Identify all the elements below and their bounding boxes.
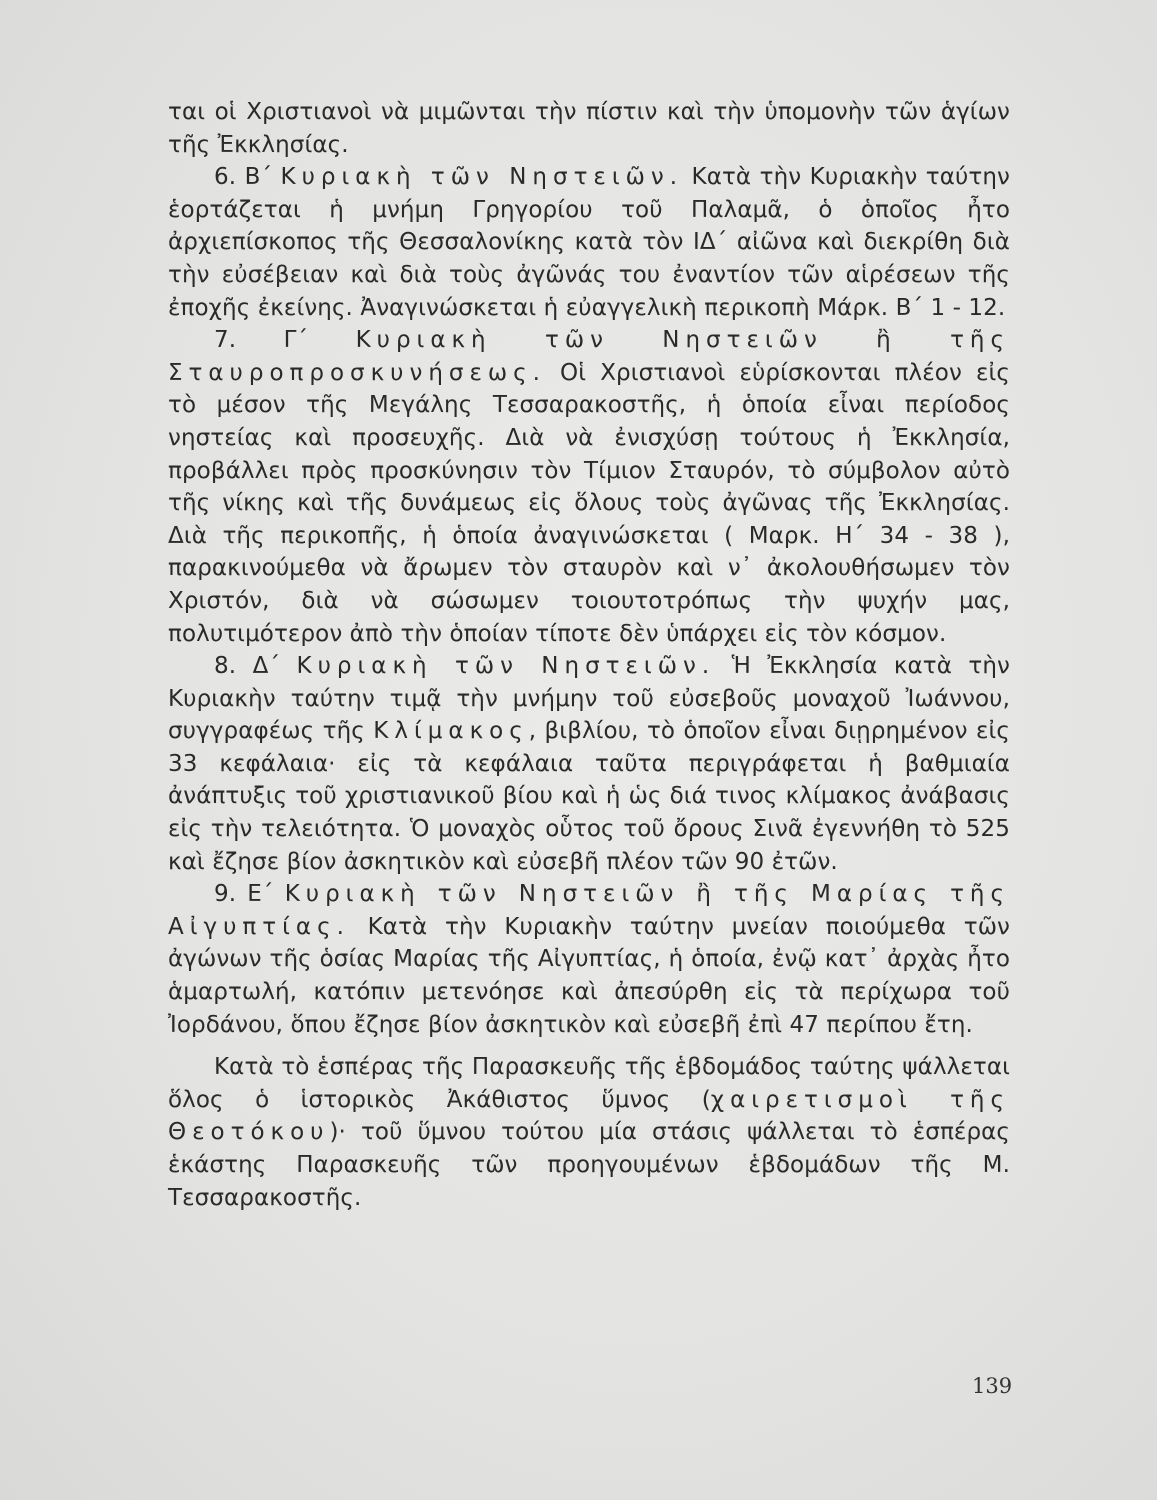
item-number: 7. Γ΄	[214, 327, 356, 354]
text-run: ται οἱ Χριστιανοὶ νὰ μιμῶνται τὴν πίστιν καὶ τὴν ὑπομονὴν τῶν ἁγίων τῆς Ἐκκλησίας.	[168, 99, 1010, 158]
text-run: Ἡ Ἐκκλησία κατὰ τὴν Κυριακὴν ταύτην τιμᾷ τὴν μνήμην τοῦ εὐσεβοῦς μοναχοῦ Ἰωάννου, συγγραφέως τῆς	[168, 653, 1011, 745]
spaced-heading: Κυριακὴ τῶν Νηστειῶν ἢ τῆς Σταυροπροσκυνήσεως.	[168, 327, 1011, 386]
paragraph-continuation	[168, 96, 1010, 161]
body-text	[168, 96, 1010, 1214]
item-number: 6. Β΄	[214, 164, 281, 191]
text-run: , βιβλίου, τὸ ὁποῖον εἶναι διῃρημένον εἰς 33 κεφάλαια· εἰς τὰ κεφάλαια ταῦτα περιγράφεται ἡ βαθμιαία ἀνάπτυξις τοῦ χριστιανικοῦ βίου καὶ ἡ ὡς διά τινος κλίμακος ἀνάβασις εἰς τὴν τελειότητα. Ὁ μοναχὸς οὗτος τοῦ ὄρους Σινᾶ ἐγεννήθη τὸ 525 καὶ ἔζησε βίον ἀσκητικὸν καὶ εὐσεβῆ πλέον τῶν 90 ἐτῶν.	[168, 718, 1011, 875]
paragraph-item-7	[168, 324, 1010, 650]
paragraph-item-9	[168, 878, 1010, 1041]
text-run: Κατὰ τὴν Κυριακὴν ταύτην ἑορτάζεται ἡ μνήμη Γρηγορίου τοῦ Παλαμᾶ, ὁ ὁποῖος ἦτο ἀρχιεπίσκοπος τῆς Θεσσαλονίκης κατὰ τὸν ΙΔ΄ αἰῶνα καὶ διεκρίθη διὰ τὴν εὐσέβειαν καὶ διὰ τοὺς ἀγῶνάς του ἐναντίον τῶν αἱρέσεων τῆς ἐποχῆς ἐκείνης. Ἀναγινώσκεται ἡ εὐαγγελικὴ περικοπὴ Μάρκ. Β΄ 1 - 12.	[168, 164, 1010, 321]
text-run: )· τοῦ ὕμνου τούτου μία στάσις ψάλλεται τὸ ἑσπέρας ἑκάστης Παρασκευῆς τῶν προηγουμένων ἑβδομάδων τῆς Μ. Τεσσαρακοστῆς.	[168, 1119, 1010, 1211]
spaced-heading: Κυριακὴ τῶν Νηστειῶν ἢ τῆς Μαρίας τῆς Αἰγυπτίας.	[168, 881, 1011, 940]
paragraph-closing	[168, 1051, 1010, 1214]
item-number: 9. Ε΄	[214, 881, 285, 908]
paragraph-item-6	[168, 161, 1010, 324]
text-run: Οἱ Χριστιανοὶ εὑρίσκονται πλέον εἰς τὸ μέσον τῆς Μεγάλης Τεσσαρακοστῆς, ἡ ὁποία εἶναι περίοδος νηστείας καὶ προσευχῆς. Διὰ νὰ ἐνισχύσῃ τούτους ἡ Ἐκκλησία, προβάλλει πρὸς προσκύνησιν τὸν Τίμιον Σταυρόν, τὸ σύμβολον αὐτὸ τῆς νίκης καὶ τῆς δυνάμεως εἰς ὅλους τοὺς ἀγῶνας τῆς Ἐκκλησίας. Διὰ τῆς περικοπῆς, ἡ ὁποία ἀναγινώσκεται ( Μαρκ. Η΄ 34 - 38 ), παρακινούμεθα νὰ ἄρωμεν τὸν σταυρὸν καὶ ν᾿ ἀκολουθήσωμεν τὸν Χριστόν, διὰ νὰ σώσωμεν τοιουτοτρόπως τὴν ψυχήν μας, πολυτιμότερον ἀπὸ τὴν ὁποίαν τίποτε δὲν ὑπάρχει εἰς τὸν κόσμον.	[168, 359, 1010, 647]
item-number: 8. Δ΄	[214, 653, 297, 680]
paragraph-item-8	[168, 650, 1010, 878]
text-run: Κατὰ τὸ ἑσπέρας τῆς Παρασκευῆς τῆς ἑβδομάδος ταύτης ψάλλεται ὅλος ὁ ἱστορικὸς Ἀκάθιστος ὕμνος (	[168, 1054, 1010, 1113]
spaced-phrase: χαιρετισμοὶ τῆς Θεοτόκου	[168, 1086, 1010, 1146]
page-number: 139	[972, 1374, 1013, 1398]
spaced-book-title: Κλίμακος	[373, 718, 529, 745]
spaced-heading: Κυριακὴ τῶν Νηστειῶν.	[296, 653, 716, 680]
spaced-heading: Κυριακὴ τῶν Νηστειῶν.	[280, 164, 684, 191]
text-run: Κατὰ τὴν Κυριακὴν ταύτην μνείαν ποιούμεθα τῶν ἀγώνων τῆς ὁσίας Μαρίας τῆς Αἰγυπτίας, ἡ ὁποία, ἐνῷ κατ᾿ ἀρχὰς ἦτο ἁμαρτωλή, κατόπιν μετενόησε καὶ ἀπεσύρθη εἰς τὰ περίχωρα τοῦ Ἰορδάνου, ὅπου ἔζησε βίον ἀσκητικὸν καὶ εὐσεβῆ ἐπὶ 47 περίπου ἔτη.	[168, 913, 1010, 1038]
